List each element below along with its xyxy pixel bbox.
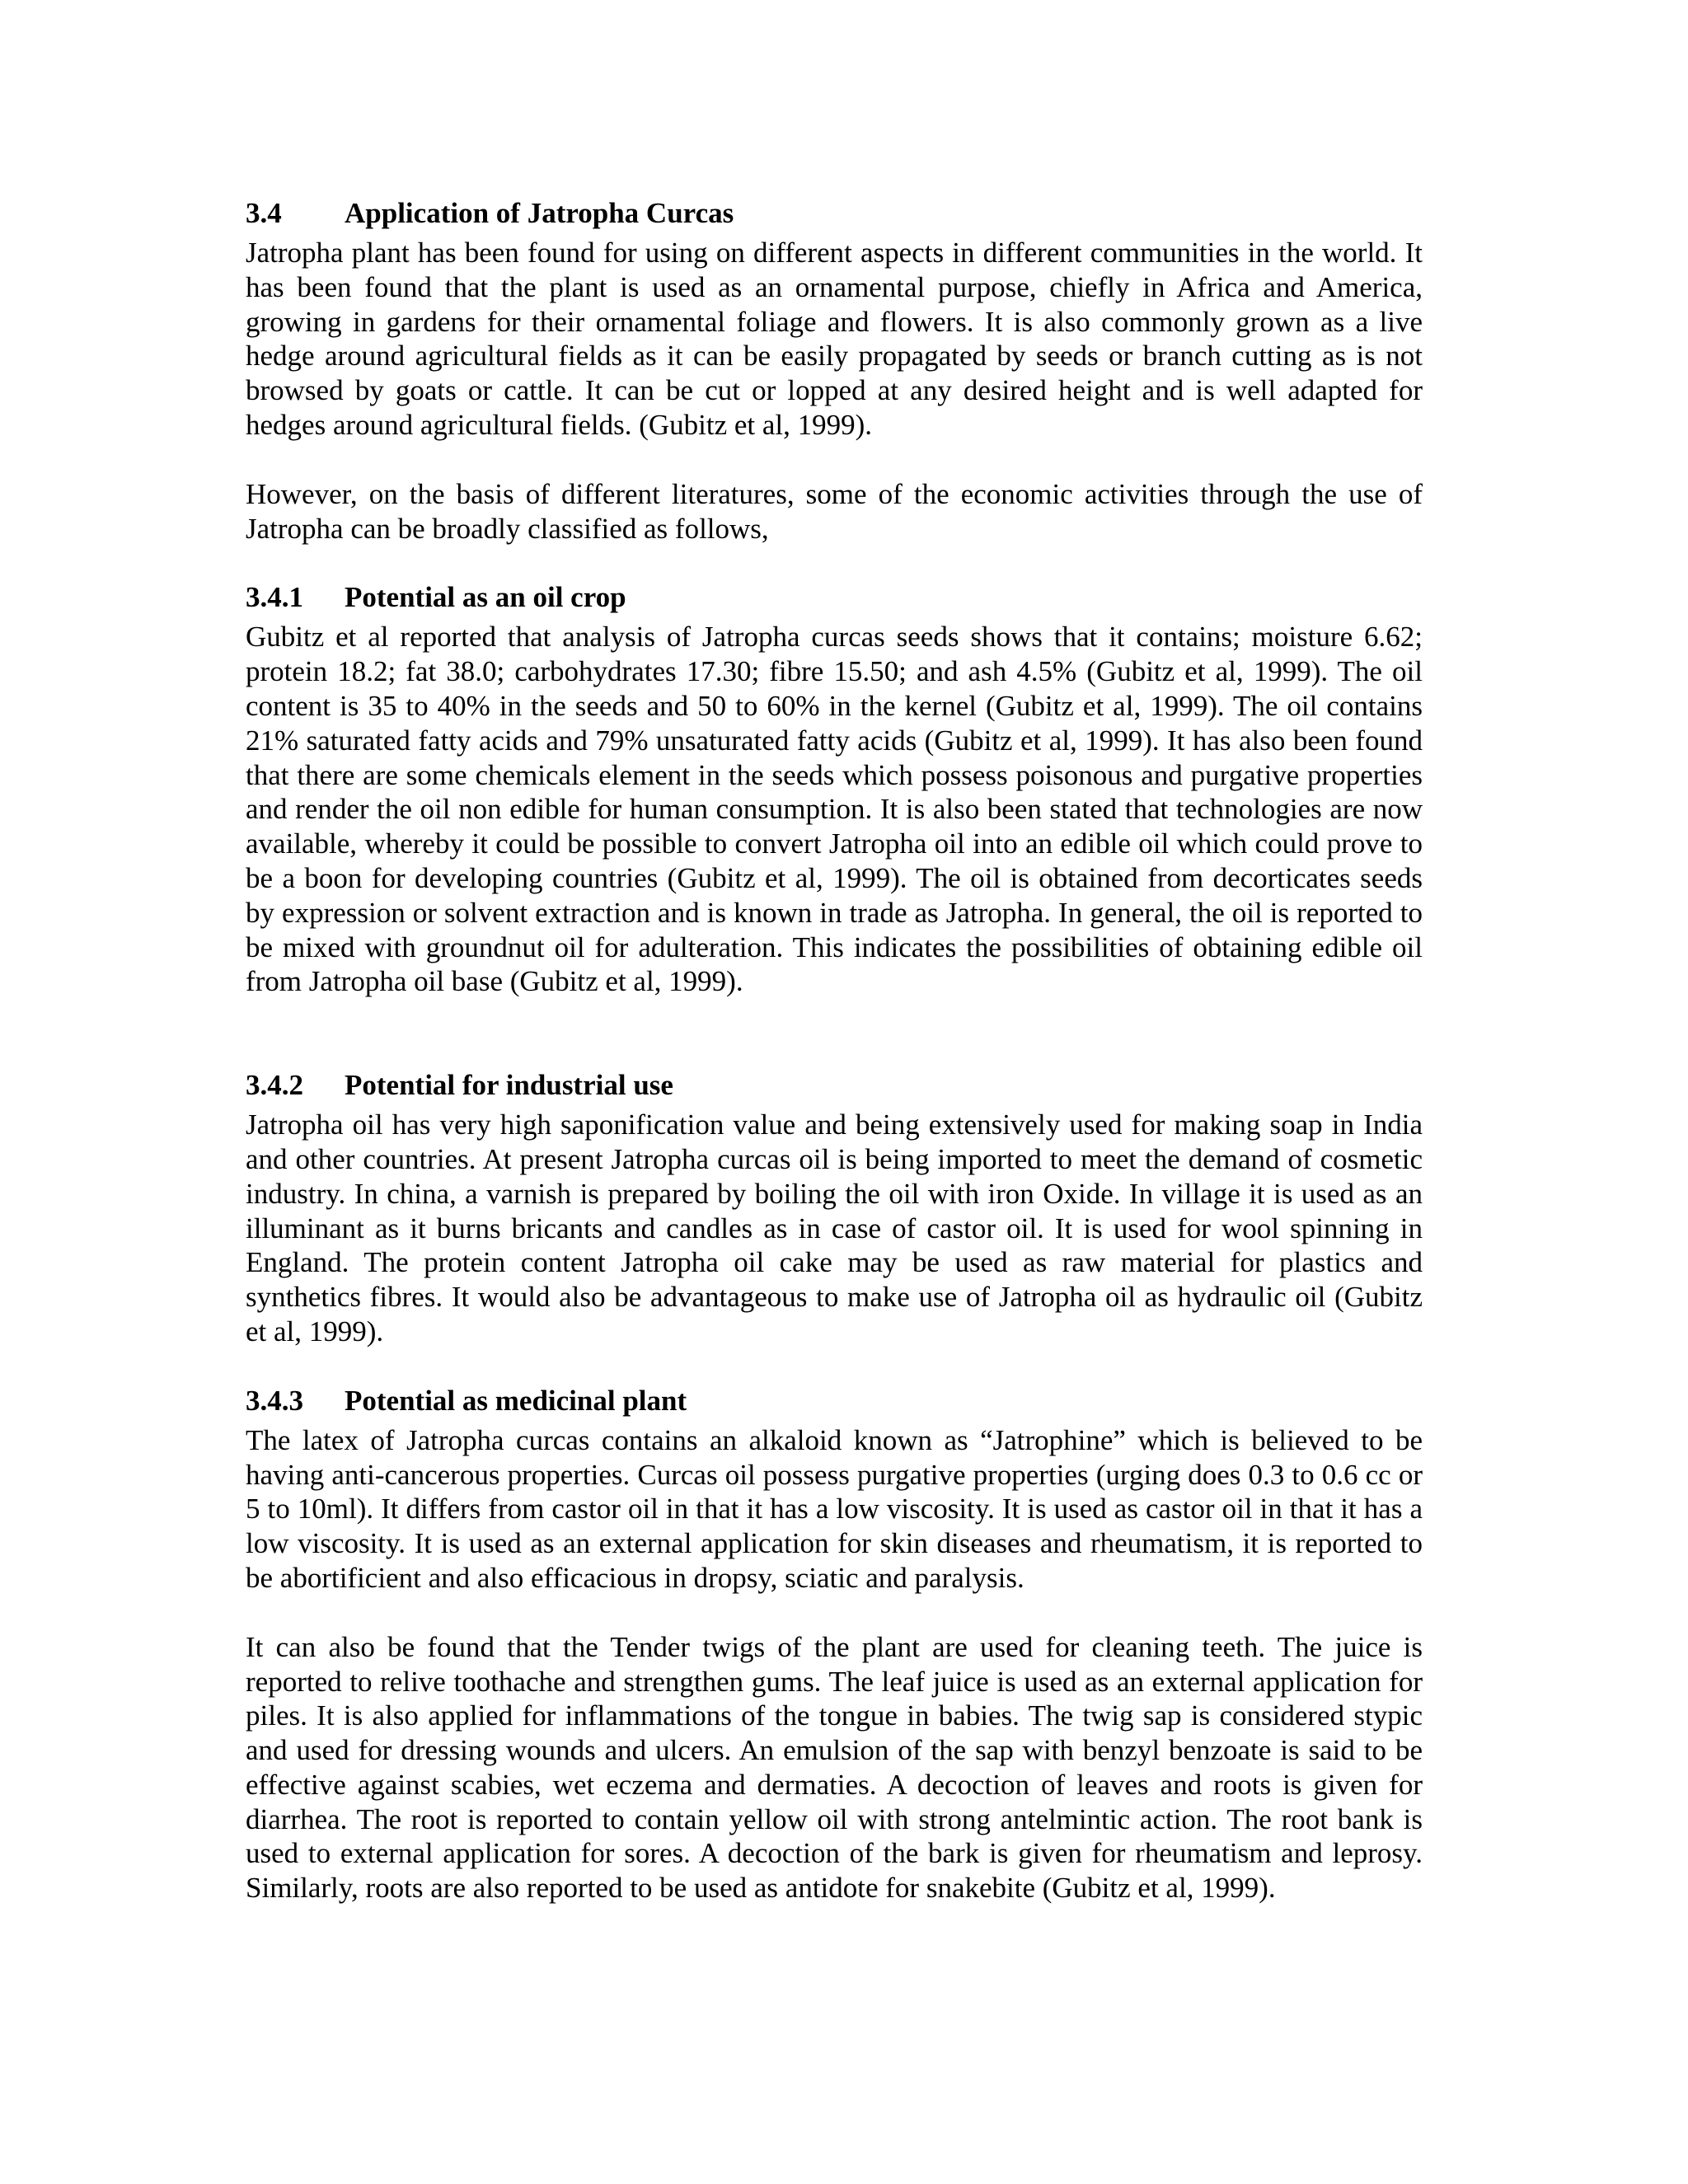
section-number: 3.4.3 — [246, 1384, 303, 1417]
paragraph: Jatropha oil has very high saponification value and being extensively used for making soap in India and other countries. At present Jatropha curcas oil is being imported to meet the demand of cosmetic industry. In china, a varnish is prepared by boiling the oil with iron Oxide. In village it is used as an illuminant as it burns bricants and candles as in case of castor oil. It is used for wool spinning in England. The protein content Jatropha oil cake may be used as raw material for plastics and synthetics fibres. It would also be advantageous to make use of Jatropha oil as hydraulic oil (Gubitz et al, 1999). — [246, 1108, 1423, 1347]
section-title: Potential for industrial use — [345, 1069, 673, 1102]
paragraph: Gubitz et al reported that analysis of Jatropha curcas seeds shows that it contains; moisture 6.62; protein 18.2; fat 38.0; carbohydrates 17.30; fibre 15.50; and ash 4.5% (Gubitz et al, 1999). The oil content is 35 to 40% in the seeds and 50 to 60% in the kernel (Gubitz et al, 1999). The oil contains 21% saturated fatty acids and 79% unsaturated fatty acids (Gubitz et al, 1999). It has also been found that there are some chemicals element in the seeds which possess poisonous and purgative properties and render the oil non edible for human consumption. It is also been stated that technologies are now available, whereby it could be possible to convert Jatropha oil into an edible oil which could prove to be a boon for developing countries (Gubitz et al, 1999). The oil is obtained from decorticates seeds by expression or solvent extraction and is known in trade as Jatropha. In general, the oil is reported to be mixed with groundnut oil for adulteration. This indicates the possibilities of obtaining edible oil from Jatropha oil base (Gubitz et al, 1999). — [246, 621, 1423, 998]
section-title: Application of Jatropha Curcas — [345, 197, 734, 229]
paragraph: The latex of Jatropha curcas contains an alkaloid known as “Jatrophine” which is believed to be having anti-cancerous properties. Curcas oil possess purgative properties (urging does 0.3 to 0.6 cc or 5 to 10ml). It differs from castor oil in that it has a low viscosity. It is used as castor oil in that it has a low viscosity. It is used as an external application for skin diseases and rheumatism, it is reported to be abortificient and also efficacious in dropsy, sciatic and paralysis. — [246, 1423, 1423, 1594]
section-number: 3.4.1 — [246, 581, 303, 614]
section-heading-3-4-1 — [246, 580, 1423, 615]
section-title: Potential as an oil crop — [345, 581, 626, 614]
paragraph: However, on the basis of different literatures, some of the economic activities through the use of Jatropha can be broadly classified as follows, — [246, 477, 1423, 545]
section-heading-3-4 — [246, 196, 1423, 231]
section-heading-3-4-3 — [246, 1384, 1423, 1418]
page-content — [246, 196, 1423, 1905]
paragraph: It can also be found that the Tender twigs of the plant are used for cleaning teeth. The juice is reported to relive toothache and strengthen gums. The leaf juice is used as an external application for piles. It is also applied for inflammations of the tongue in babies. The twig sap is considered stypic and used for dressing wounds and ulcers. An emulsion of the sap with benzyl benzoate is said to be effective against scabies, wet eczema and dermaties. A decoction of leaves and roots is given for diarrhea. The root is reported to contain yellow oil with strong antelmintic action. The root bank is used to external application for sores. A decoction of the bark is given for rheumatism and leprosy. Similarly, roots are also reported to be used as antidote for snakebite (Gubitz et al, 1999). — [246, 1630, 1423, 1905]
section-number: 3.4.2 — [246, 1069, 303, 1102]
section-heading-3-4-2 — [246, 1068, 1423, 1103]
section-title: Potential as medicinal plant — [345, 1384, 687, 1417]
section-number: 3.4 — [246, 197, 282, 229]
paragraph: Jatropha plant has been found for using on different aspects in different communities in the world. It has been found that the plant is used as an ornamental purpose, chiefly in Africa and America, growing in gardens for their ornamental foliage and flowers. It is also commonly grown as a live hedge around agricultural fields as it can be easily propagated by seeds or branch cutting as is not browsed by goats or cattle. It can be cut or lopped at any desired height and is well adapted for hedges around agricultural fields. (Gubitz et al, 1999). — [246, 237, 1423, 441]
